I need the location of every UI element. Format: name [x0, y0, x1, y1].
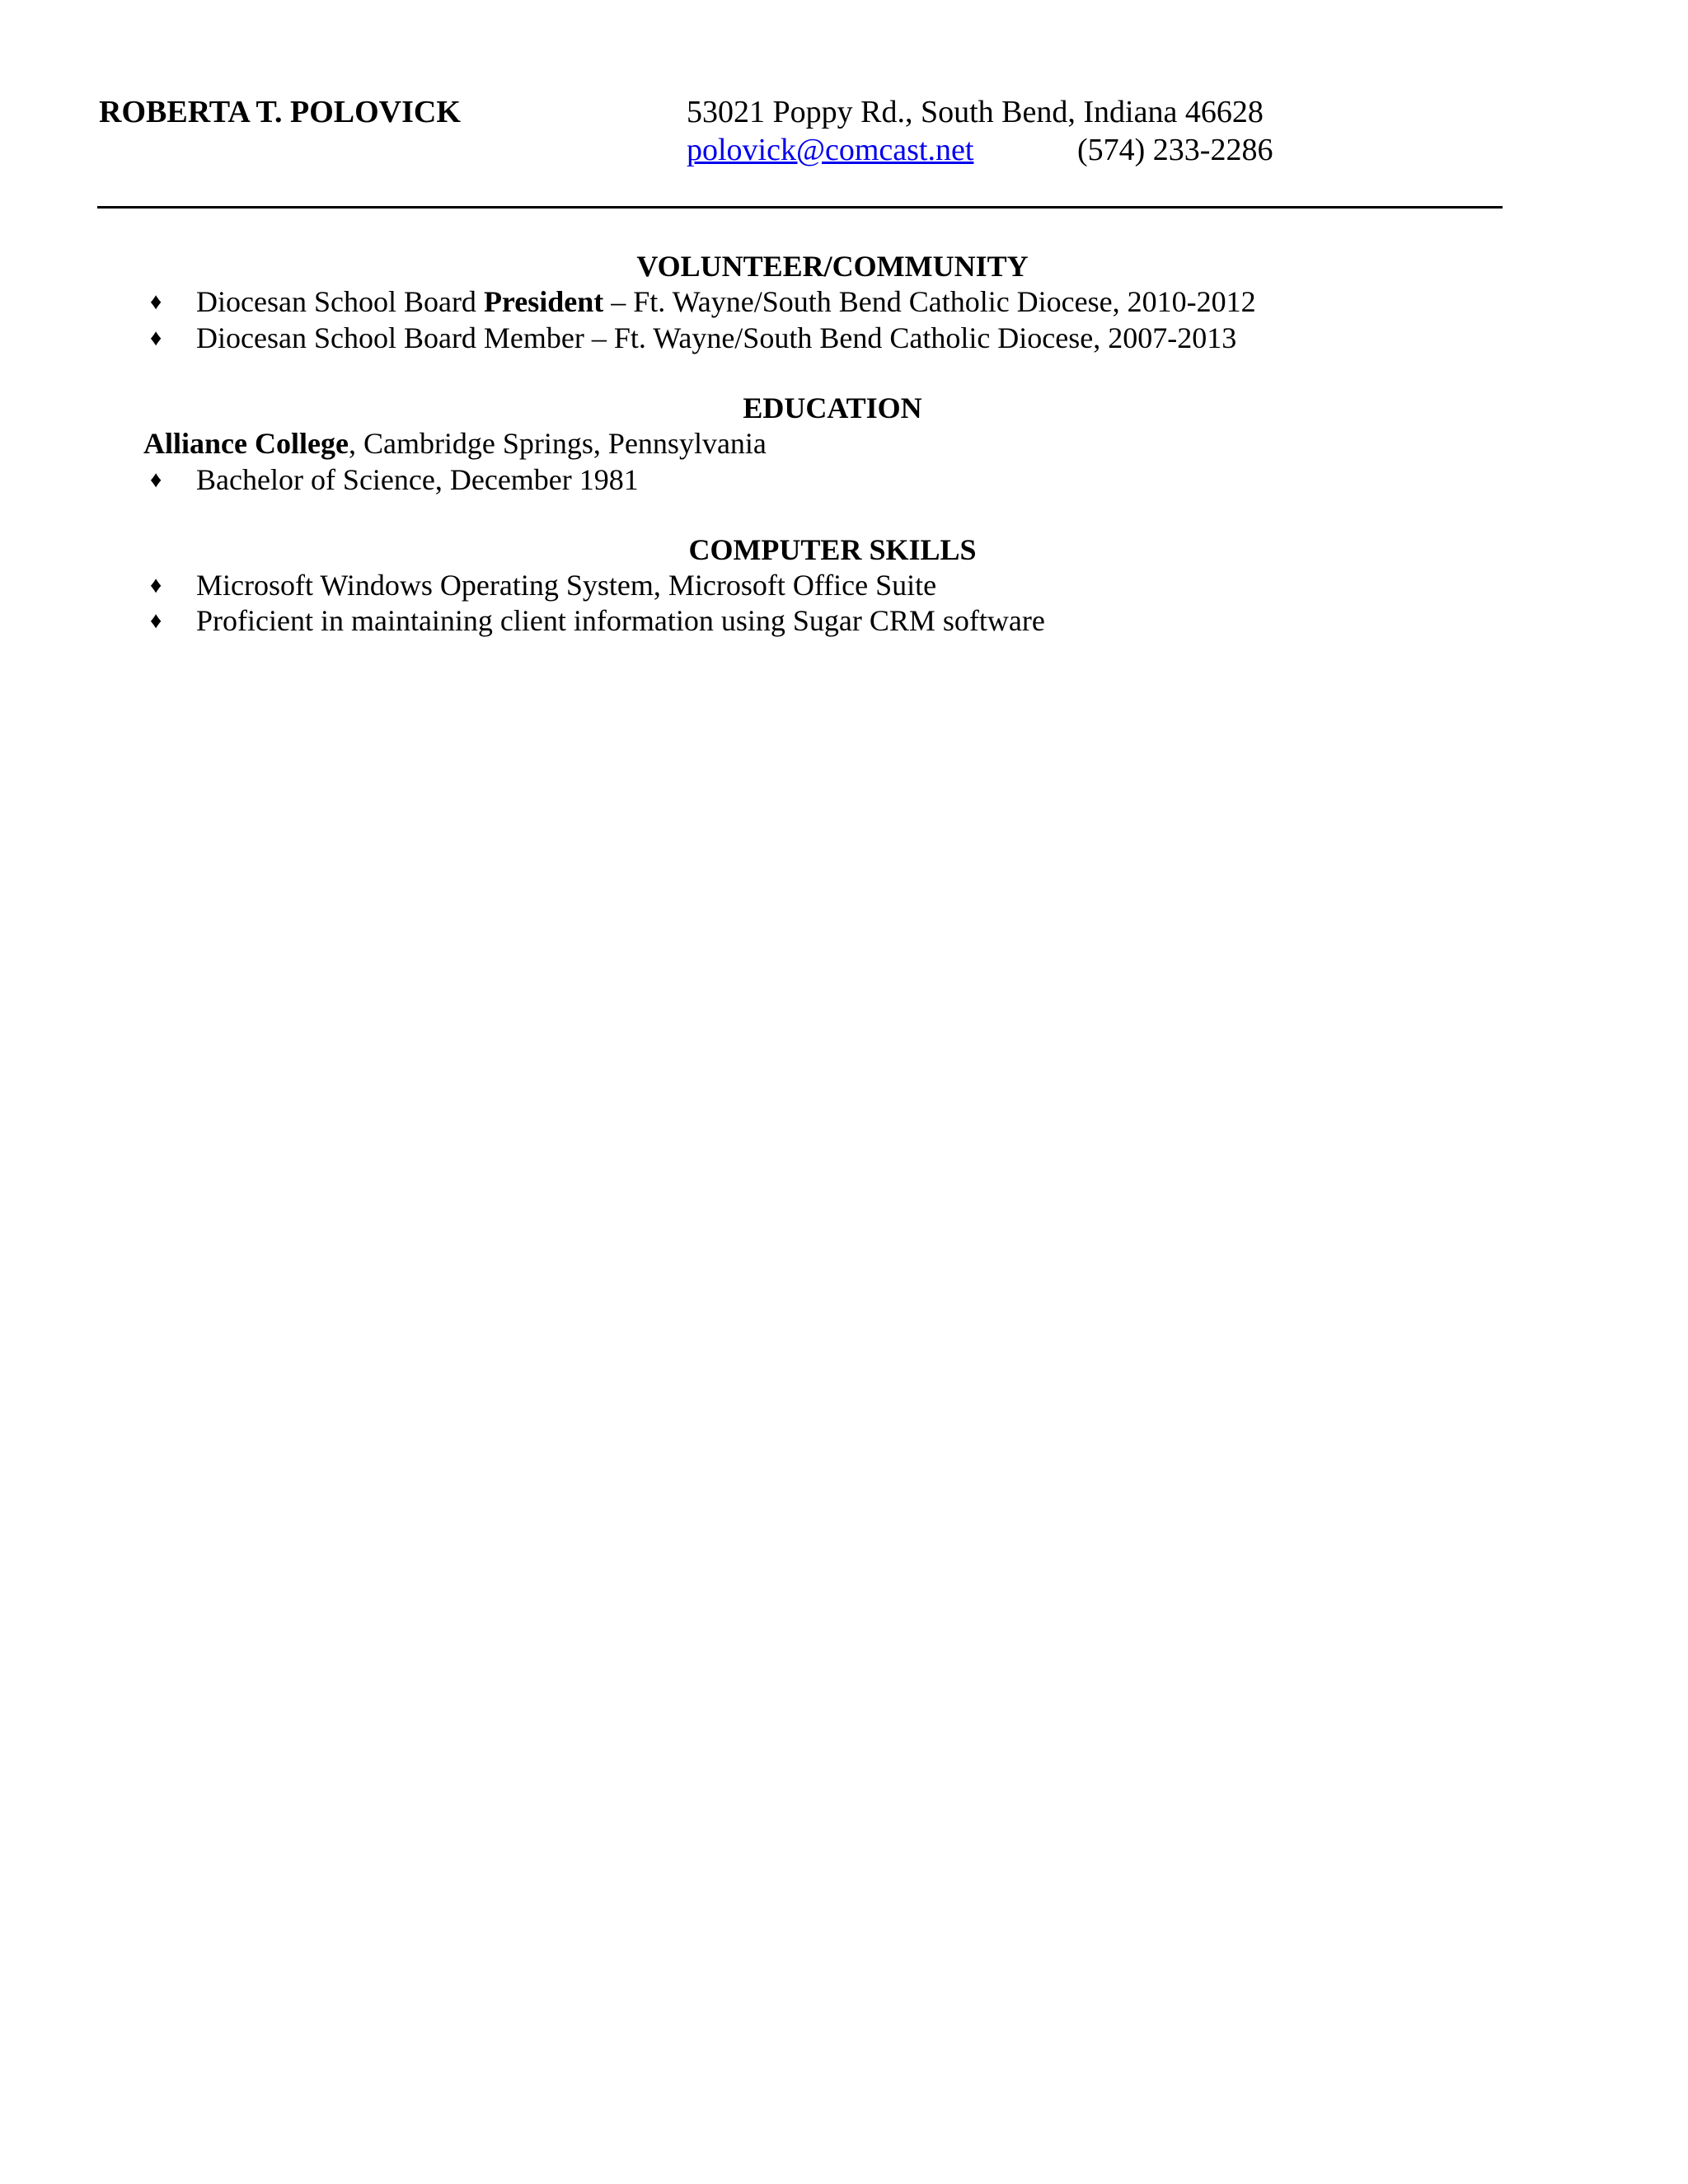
list-item [150, 284, 1256, 319]
phone-number: (574) 233-2286 [1077, 133, 1273, 167]
section-heading-computer-skills: COMPUTER SKILLS [688, 533, 977, 566]
list-item [150, 462, 639, 497]
list-item [150, 568, 937, 602]
volunteer-item-suffix: – Ft. Wayne/South Bend Catholic Diocese, 2010-2012 [603, 285, 1256, 318]
section-heading-education: EDUCATION [743, 391, 922, 424]
diamond-bullet-icon: ♦ [150, 608, 162, 634]
diamond-bullet-icon: ♦ [150, 573, 162, 598]
mailing-address: 53021 Poppy Rd., South Bend, Indiana 46628 [687, 95, 1264, 129]
diamond-bullet-icon: ♦ [150, 326, 162, 351]
diamond-bullet-icon: ♦ [150, 467, 162, 493]
skill-item-text: Microsoft Windows Operating System, Microsoft Office Suite [196, 569, 937, 602]
header-divider [97, 206, 1503, 209]
volunteer-item-text: Diocesan School Board Member – Ft. Wayne/South Bend Catholic Diocese, 2007-2013 [196, 321, 1237, 354]
volunteer-item-role: President [483, 285, 604, 318]
volunteer-item-prefix: Diocesan School Board [196, 285, 484, 318]
education-institution-line [143, 426, 767, 461]
section-heading-volunteer: VOLUNTEER/COMMUNITY [636, 250, 1029, 283]
education-item-text: Bachelor of Science, December 1981 [196, 463, 639, 496]
skill-item-text: Proficient in maintaining client information using Sugar CRM software [196, 604, 1045, 637]
list-item [150, 603, 1045, 638]
diamond-bullet-icon: ♦ [150, 289, 162, 315]
volunteer-item-text [196, 284, 1256, 319]
institution-location: , Cambridge Springs, Pennsylvania [348, 427, 767, 460]
list-item [150, 321, 1237, 355]
email-link[interactable]: polovick@comcast.net [687, 133, 974, 167]
institution-name: Alliance College [143, 427, 349, 460]
candidate-name: ROBERTA T. POLOVICK [99, 95, 461, 129]
